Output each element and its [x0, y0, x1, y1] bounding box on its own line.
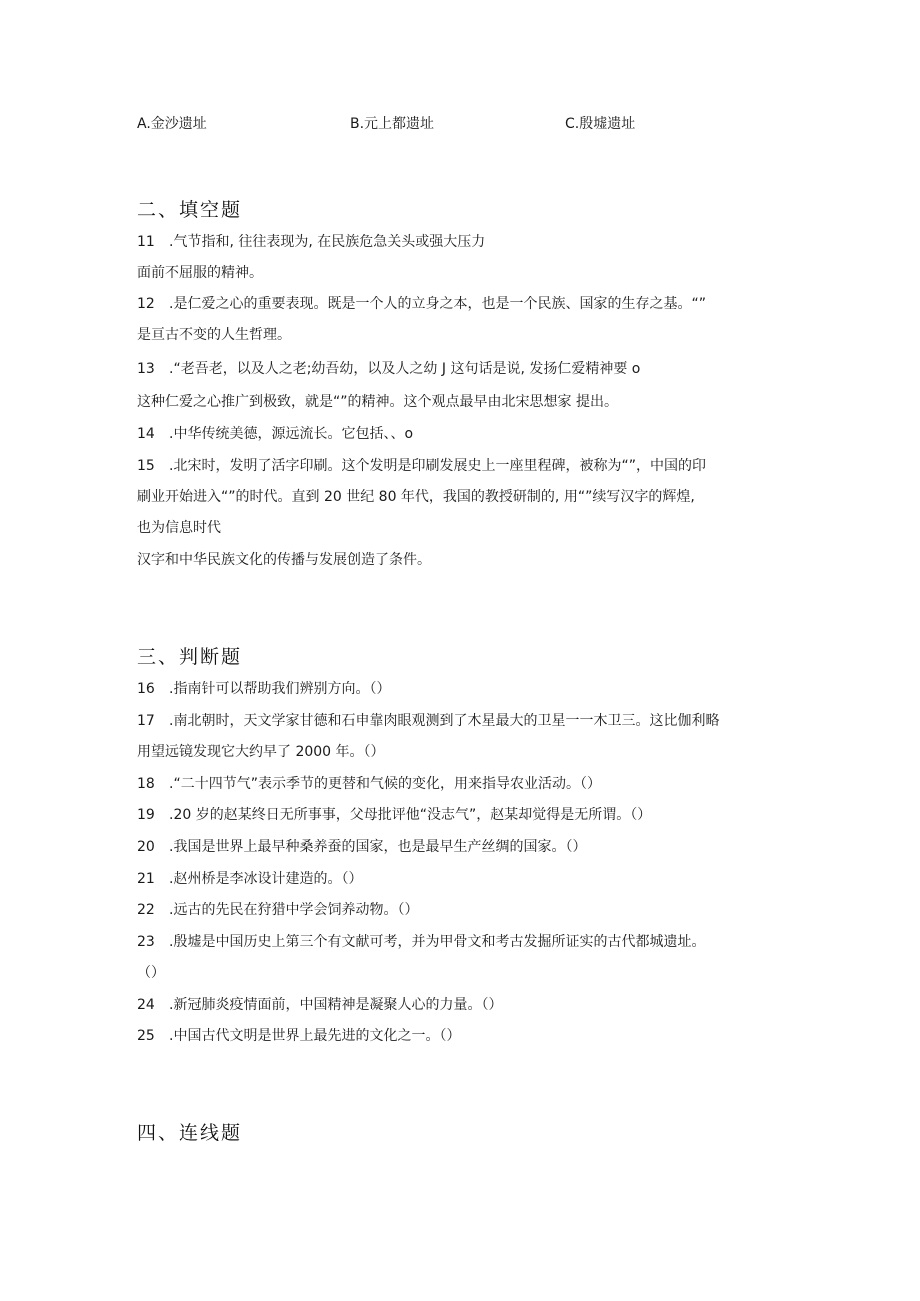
question-number: 19	[137, 807, 155, 823]
question-line	[137, 869, 362, 889]
question-line	[137, 837, 586, 857]
question-number: 12	[137, 296, 155, 312]
question-text: .中华传统美德，源远流长。它包括、、o	[169, 426, 414, 442]
question-number: 25	[137, 1028, 155, 1044]
question-line	[137, 392, 618, 412]
question-line	[137, 456, 706, 476]
section-heading-true-false: 三、判断题	[137, 646, 243, 668]
question-text: .殷墟是中国历史上第三个有文献可考，并为甲骨文和考古发掘所证实的古代都城遗址。	[169, 934, 706, 950]
question-line	[137, 294, 706, 314]
question-line	[137, 424, 413, 444]
question-line	[137, 487, 695, 507]
question-text: .远古的先民在狩猎中学会饲养动物。（）	[169, 902, 419, 918]
question-text: 是亘古不变的人生哲理。	[137, 327, 291, 343]
question-number: 16	[137, 681, 155, 697]
section-heading-matching: 四、连线题	[137, 1122, 243, 1144]
question-line	[137, 932, 705, 952]
question-line	[137, 1026, 460, 1046]
question-number: 22	[137, 902, 155, 918]
question-number: 18	[137, 776, 155, 792]
question-text: （）	[137, 965, 165, 981]
option-c: C.殷墟遗址	[565, 116, 636, 132]
question-number: 20	[137, 839, 155, 855]
question-text: .中国古代文明是世界上最先进的文化之一。（）	[169, 1028, 461, 1044]
question-line	[137, 995, 502, 1015]
question-line	[137, 711, 719, 731]
question-line	[137, 518, 221, 538]
question-line	[137, 805, 651, 825]
question-text: 汉字和中华民族文化的传播与发展创造了条件。	[137, 552, 431, 568]
section-heading-fill-in: 二、填空题	[137, 199, 243, 221]
question-number: 17	[137, 713, 155, 729]
question-number: 14	[137, 426, 155, 442]
question-line	[137, 359, 640, 379]
question-number: 13	[137, 361, 155, 377]
question-text: .南北朝时，天文学家甘德和石申靠肉眼观测到了木星最大的卫星一一木卫三。这比伽利略	[169, 713, 720, 729]
question-line	[137, 774, 601, 794]
question-text: .指南针可以帮助我们辨别方向。（）	[169, 681, 391, 697]
question-text: .20 岁的赵某终日无所事事，父母批评他“没志气”，赵某却觉得是无所谓。（）	[169, 807, 652, 823]
question-line	[137, 232, 485, 252]
question-line	[137, 550, 431, 570]
question-text: 这种仁爱之心推广到极致，就是“”的精神。这个观点最早由北宋思想家 提出。	[137, 394, 618, 410]
question-number: 11	[137, 234, 155, 250]
question-text: 面前不屈服的精神。	[137, 265, 263, 281]
question-line	[137, 900, 418, 920]
question-number: 23	[137, 934, 155, 950]
question-line	[137, 742, 385, 762]
question-number: 21	[137, 871, 155, 887]
question-text: .我国是世界上最早种桑养蚕的国家，也是最早生产丝绸的国家。（）	[169, 839, 587, 855]
option-a: A.金沙遗址	[137, 116, 207, 132]
question-line	[137, 325, 291, 345]
question-number: 15	[137, 458, 155, 474]
question-text: 也为信息时代	[137, 520, 221, 536]
question-text: 用望远镜发现它大约早了 2000 年。（）	[137, 744, 385, 760]
question-text: .赵州桥是李冰设计建造的。（）	[169, 871, 363, 887]
question-text: .是仁爱之心的重要表现。既是一个人的立身之本，也是一个民族、国家的生存之基。“”	[169, 296, 706, 312]
question-text: .“二十四节气”表示季节的更替和气候的变化，用来指导农业活动。（）	[169, 776, 601, 792]
question-text: .新冠肺炎疫情面前，中国精神是凝聚人心的力量。（）	[169, 997, 503, 1013]
question-line	[137, 263, 263, 283]
question-text: .北宋时，发明了活字印刷。这个发明是印刷发展史上一座里程碑，被称为“”，中国的印	[169, 458, 706, 474]
question-number: 24	[137, 997, 155, 1013]
question-text: .“老吾老，以及人之老;幼吾幼，以及人之幼 J 这句话是说, 发扬仁爱精神要 o	[169, 361, 641, 377]
question-line	[137, 679, 390, 699]
question-text: 刷业开始进入“”的时代。直到 20 世纪 80 年代，我国的教授研制的, 用“”续写汉字的辉煌,	[137, 489, 695, 505]
option-b: B.元上都遗址	[350, 116, 435, 132]
question-text: .气节指和, 往往表现为, 在民族危急关头或强大压力	[169, 234, 486, 250]
question-line	[137, 963, 165, 983]
